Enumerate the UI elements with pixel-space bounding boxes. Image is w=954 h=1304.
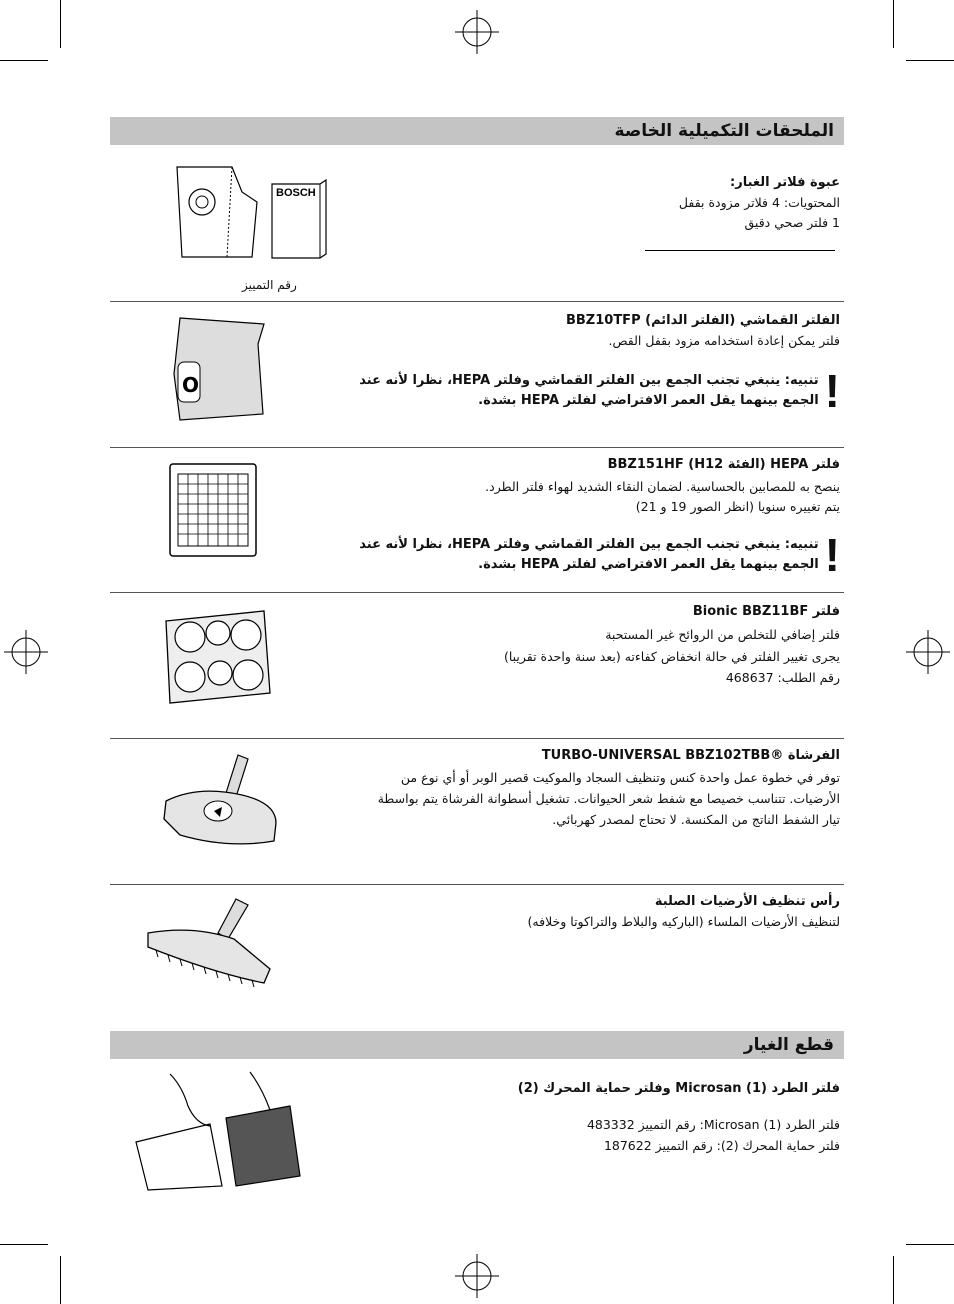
crop-mark [906, 1244, 954, 1245]
permanent-filter-title: الفلتر القماشي (الفلتر الدائم) BBZ10TFP [565, 313, 840, 328]
turbo-brush-line1: توفر في خطوة عمل واحدة كنس وتنظيف السجاد والموكيت قصير الوبر أو أي نوع من [400, 770, 840, 785]
turbo-brush-section [110, 739, 844, 884]
hepa-filter-section [110, 448, 844, 593]
warning-line: الجمع بينهما يقل العمر الافتراضي لفلتر HEPA بشدة. [478, 557, 819, 572]
floor-nozzle-line1: لتنظيف الأرضيات الملساء (الباركيه والبلاط والتراكوتا وخلافه) [527, 914, 840, 929]
hepa-filter-warning [359, 529, 840, 581]
bionic-filter-line3: رقم الطلب: 468637 [725, 670, 840, 685]
hepa-filter-line1: ينصح به للمصابين بالحساسية. لضمان النقاء الشديد لهواء فلتر الطرد. [485, 479, 840, 494]
spare-parts-section [110, 1064, 844, 1194]
crop-mark [0, 60, 48, 61]
bionic-filter-icon [160, 607, 275, 707]
permanent-filter-section [110, 302, 844, 447]
crop-mark [893, 1256, 894, 1304]
accessories-header: الملحقات التكميلية الخاصة [110, 117, 844, 145]
crop-mark [893, 0, 894, 48]
bionic-filter-line2: يجرى تغيير الفلتر في حالة انخفاض كفاءته (بعد سنة واحدة تقريبا) [503, 649, 840, 664]
hepa-filter-title: فلتر HEPA (الفئة H12) BBZ151HF [607, 457, 840, 472]
bags-caption: رقم التمييز [242, 278, 297, 292]
crop-mark [906, 60, 954, 61]
crop-mark [60, 1256, 61, 1304]
permanent-filter-desc: فلتر يمكن إعادة استخدامه مزود بقفل القص. [608, 333, 840, 348]
dust-bag-icon [172, 162, 262, 262]
spare-parts-title: فلتر الطرد Microsan (1) وفلتر حماية المحرك (2) [517, 1081, 840, 1096]
registration-mark-icon [455, 10, 499, 54]
cloth-filter-icon [168, 314, 268, 424]
warning-icon: ! [824, 365, 840, 417]
permanent-filter-warning [359, 365, 840, 417]
filter-box-icon [270, 178, 330, 260]
crop-mark [0, 1244, 48, 1245]
warning-icon: ! [824, 529, 840, 581]
floor-nozzle-icon [144, 895, 279, 995]
spare-parts-line1: فلتر الطرد Microsan (1): رقم التمييز 483332 [586, 1117, 840, 1132]
turbo-brush-title: الفرشاة ®TURBO-UNIVERSAL BBZ102TBB [541, 748, 840, 763]
hepa-filter-line2: يتم تغييره سنويا (انظر الصور 19 و 21) [635, 499, 840, 514]
spare-parts-header: قطع الغيار [110, 1031, 844, 1059]
bags-line2: 1 فلتر صحي دقيق [744, 215, 840, 230]
warning-line: تنبيه: ينبغي تجنب الجمع بين الفلتر القماشي وفلتر HEPA، نظرا لأنه عند [359, 537, 819, 552]
bosch-logo: BOSCH [276, 187, 316, 199]
registration-mark-icon [906, 630, 950, 674]
crop-mark [60, 0, 61, 48]
bionic-filter-section [110, 593, 844, 738]
spare-parts-line2: فلتر حماية المحرك (2): رقم التمييز 187622 [603, 1138, 840, 1153]
warning-line: الجمع بينهما يقل العمر الافتراضي لفلتر HEPA بشدة. [478, 393, 819, 408]
floor-nozzle-section [110, 885, 844, 1025]
bags-line1: المحتويات: 4 فلاتر مزودة بقفل [678, 195, 840, 210]
hepa-filter-icon [168, 462, 258, 558]
bionic-filter-line1: فلتر إضافي للتخلص من الروائح غير المستحبة [605, 627, 840, 642]
registration-mark-icon [4, 630, 48, 674]
registration-mark-icon [455, 1254, 499, 1298]
turbo-brush-icon [158, 749, 283, 861]
underline [645, 250, 835, 251]
svg-text:O: O [182, 373, 200, 397]
dust-bags-section [110, 150, 844, 300]
turbo-brush-line3: تيار الشفط الناتج من المكنسة. لا تحتاج لمصدر كهربائي. [552, 812, 840, 827]
bags-title: عبوة فلاتر الغبار: [730, 175, 840, 190]
floor-nozzle-title: رأس تنظيف الأرضيات الصلبة [654, 894, 840, 909]
bionic-filter-title: فلتر Bionic BBZ11BF [692, 604, 840, 619]
warning-line: تنبيه: ينبغي تجنب الجمع بين الفلتر القماشي وفلتر HEPA، نظرا لأنه عند [359, 373, 819, 388]
filter-replacement-icon [130, 1066, 320, 1192]
turbo-brush-line2: الأرضيات. تتناسب خصيصا مع شفط شعر الحيوانات. تشغيل أسطوانة الفرشاة يتم بواسطة [377, 791, 840, 806]
